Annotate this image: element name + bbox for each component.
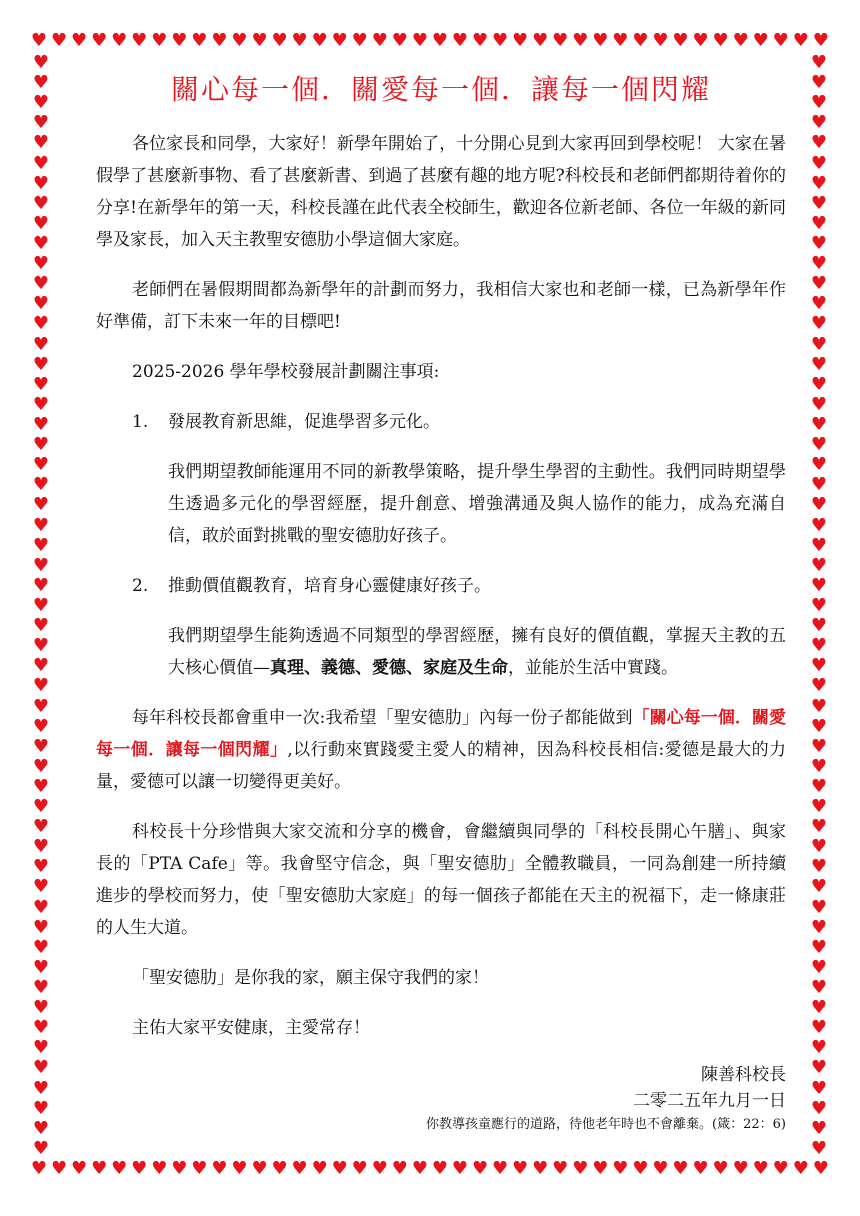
heart-icon: ♥ [810, 393, 828, 415]
heart-icon: ♥ [32, 1017, 50, 1039]
body-text: ，並能於生活中實踐。 [508, 658, 678, 678]
heart-icon: ♥ [32, 494, 50, 516]
paragraph-preparation: 老師們在暑假期間都為新學年的計劃而努力，我相信大家也和老師一樣，已為新學年作好準備，訂下未來一年的目標吧! [96, 280, 786, 332]
heart-icon: ♥ [191, 30, 208, 51]
heart-icon: ♥ [810, 253, 828, 275]
heart-icon: ♥ [131, 30, 148, 51]
heart-icon: ♥ [810, 1017, 828, 1039]
heart-icon: ♥ [810, 373, 828, 395]
heart-icon: ♥ [32, 655, 50, 677]
heart-icon: ♥ [812, 30, 829, 51]
heart-icon: ♥ [451, 30, 469, 51]
heart-icon: ♥ [810, 695, 828, 717]
heart-icon: ♥ [810, 54, 828, 73]
heart-icon: ♥ [471, 30, 489, 51]
heart-icon: ♥ [32, 735, 50, 757]
heart-icon: ♥ [810, 273, 828, 295]
heart-icon: ♥ [391, 1158, 408, 1179]
heart-icon: ♥ [632, 1158, 649, 1179]
heart-icon: ♥ [351, 1158, 368, 1179]
heart-icon: ♥ [171, 30, 188, 51]
heart-icon: ♥ [32, 454, 50, 476]
heart-icon: ♥ [32, 514, 50, 536]
heart-icon: ♥ [32, 554, 50, 576]
heart-icon: ♥ [32, 796, 50, 818]
heart-icon: ♥ [32, 373, 50, 395]
heart-icon: ♥ [391, 30, 408, 51]
heart-border-top [30, 30, 830, 52]
heart-icon: ♥ [692, 1158, 709, 1179]
heart-icon: ♥ [810, 1137, 828, 1158]
heart-icon: ♥ [810, 232, 828, 254]
heart-icon: ♥ [32, 534, 50, 556]
heart-icon: ♥ [810, 755, 828, 777]
heart-icon: ♥ [32, 775, 50, 797]
heart-icon: ♥ [810, 655, 828, 677]
heart-icon: ♥ [810, 1097, 828, 1119]
heart-icon: ♥ [592, 30, 609, 51]
heart-icon: ♥ [32, 232, 50, 254]
heart-icon: ♥ [792, 1158, 809, 1179]
heart-icon: ♥ [810, 413, 828, 435]
heart-icon: ♥ [810, 454, 828, 476]
body-text: 我們期望學生能夠透過不同類型的學習經歷，擁有良好的價值觀，掌握天主教的五大核心價值— [168, 626, 786, 678]
heart-icon: ♥ [810, 434, 828, 456]
heart-icon: ♥ [792, 30, 809, 51]
heart-icon: ♥ [32, 594, 50, 616]
heart-icon: ♥ [810, 534, 828, 556]
list-item-2-body [96, 620, 786, 684]
heart-icon: ♥ [291, 30, 308, 51]
heart-icon: ♥ [32, 1037, 50, 1059]
heart-icon: ♥ [151, 30, 168, 51]
heart-icon: ♥ [32, 997, 50, 1019]
heart-icon: ♥ [32, 313, 50, 335]
heart-icon: ♥ [32, 574, 50, 596]
heart-icon: ♥ [612, 30, 629, 51]
heart-icon: ♥ [32, 112, 50, 134]
heart-icon: ♥ [411, 30, 428, 51]
heart-icon: ♥ [810, 615, 828, 637]
heart-icon: ♥ [32, 916, 50, 938]
date: 二零二五年九月一日 [633, 1091, 786, 1111]
heart-icon: ♥ [810, 554, 828, 576]
heart-icon: ♥ [810, 916, 828, 938]
paragraph-sharing: 科校長十分珍惜與大家交流和分享的機會，會繼續與同學的「科校長開心午膳」、與家長的「PTA Cafe」等。我會堅守信念，與「聖安德肋」全體教職員，一同為創建一所持續進步的學校而努力，使「聖安德肋大家庭」的每一個孩子都能在天主的祝福下，走一條康莊的人生大道。 [96, 822, 786, 938]
heart-icon: ♥ [32, 132, 50, 154]
body-text: 每年科校長都會重申一次:我希望「聖安德肋」內每一份子都能做到 [132, 708, 633, 728]
heart-icon: ♥ [171, 1158, 188, 1179]
heart-icon: ♥ [810, 836, 828, 858]
list-item-title: 推動價值觀教育，培育身心靈健康好孩子。 [168, 576, 491, 596]
heart-icon: ♥ [32, 635, 50, 657]
heart-icon: ♥ [810, 775, 828, 797]
heart-icon: ♥ [652, 30, 669, 51]
heart-icon: ♥ [351, 30, 368, 51]
heart-icon: ♥ [810, 212, 828, 234]
heart-icon: ♥ [91, 1158, 108, 1179]
heart-icon: ♥ [50, 1158, 68, 1179]
letter-body [96, 62, 786, 1136]
heart-icon: ♥ [810, 956, 828, 978]
heart-icon: ♥ [231, 30, 248, 51]
heart-icon: ♥ [512, 30, 529, 51]
heart-icon: ♥ [810, 977, 828, 999]
heart-icon: ♥ [492, 30, 509, 51]
heart-icon: ♥ [131, 1158, 148, 1179]
heart-icon: ♥ [810, 1037, 828, 1059]
heart-icon: ♥ [32, 675, 50, 697]
core-values: 真理、義德、愛德、家庭及生命 [270, 658, 508, 678]
heart-icon: ♥ [471, 1158, 489, 1179]
paragraph-motto [96, 702, 786, 798]
heart-icon: ♥ [532, 30, 549, 51]
heart-icon: ♥ [451, 1158, 469, 1179]
heart-icon: ♥ [30, 1158, 48, 1179]
heart-icon: ♥ [32, 434, 50, 456]
heart-icon: ♥ [32, 72, 50, 94]
heart-icon: ♥ [32, 977, 50, 999]
heart-icon: ♥ [111, 30, 128, 51]
heart-icon: ♥ [772, 1158, 789, 1179]
heart-icon: ♥ [810, 735, 828, 757]
signature: 陳善科校長 [701, 1065, 786, 1085]
heart-icon: ♥ [431, 1158, 448, 1179]
heart-icon: ♥ [411, 1158, 428, 1179]
heart-icon: ♥ [32, 876, 50, 898]
list-number: 2. [132, 576, 149, 596]
heart-icon: ♥ [30, 30, 48, 51]
heart-icon: ♥ [32, 1097, 50, 1119]
heart-icon: ♥ [572, 30, 589, 51]
heart-icon: ♥ [810, 1117, 828, 1139]
heart-icon: ♥ [810, 876, 828, 898]
heart-icon: ♥ [32, 92, 50, 114]
heart-icon: ♥ [32, 715, 50, 737]
heart-icon: ♥ [810, 92, 828, 114]
heart-icon: ♥ [532, 1158, 549, 1179]
heart-icon: ♥ [311, 30, 328, 51]
list-item-1-body: 我們期望教師能運用不同的新教學策略，提升學生學習的主動性。我們同時期望學生透過多元化的學習經歷，提升創意、增強溝通及與人協作的能力，成為充滿自信，敢於面對挑戰的聖安德肋好孩子。 [168, 462, 786, 546]
heart-icon: ♥ [32, 1057, 50, 1079]
heart-icon: ♥ [211, 1158, 228, 1179]
heart-icon: ♥ [32, 192, 50, 214]
heart-icon: ♥ [32, 896, 50, 918]
heart-icon: ♥ [251, 30, 268, 51]
body-text: ,以行動來實踐愛主愛人的精神，因為科校長相信:愛德是最大的力量，愛德可以讓一切變得更美好。 [96, 740, 787, 792]
heart-icon: ♥ [672, 1158, 689, 1179]
heart-icon: ♥ [772, 30, 789, 51]
motto-highlight: 「關心每一個．關愛每一個．讓每一個閃耀」 [96, 708, 786, 760]
heart-icon: ♥ [32, 816, 50, 838]
heart-icon: ♥ [810, 675, 828, 697]
heart-border-right [808, 54, 830, 1158]
heart-icon: ♥ [331, 1158, 348, 1179]
heart-icon: ♥ [91, 30, 108, 51]
heart-icon: ♥ [32, 1077, 50, 1099]
heart-icon: ♥ [32, 836, 50, 858]
heart-icon: ♥ [71, 30, 88, 51]
heart-icon: ♥ [810, 132, 828, 154]
heart-icon: ♥ [32, 353, 50, 375]
heart-icon: ♥ [32, 474, 50, 496]
heart-icon: ♥ [151, 1158, 168, 1179]
heart-icon: ♥ [32, 956, 50, 978]
heart-icon: ♥ [810, 1077, 828, 1099]
heart-icon: ♥ [810, 936, 828, 958]
heart-border-left [30, 54, 52, 1158]
heart-icon: ♥ [431, 30, 448, 51]
heart-icon: ♥ [732, 30, 749, 51]
heart-icon: ♥ [371, 30, 388, 51]
heart-icon: ♥ [552, 1158, 569, 1179]
heart-icon: ♥ [32, 856, 50, 878]
heart-icon: ♥ [692, 30, 709, 51]
heart-icon: ♥ [32, 615, 50, 637]
heart-icon: ♥ [810, 574, 828, 596]
heart-icon: ♥ [512, 1158, 529, 1179]
heart-icon: ♥ [810, 856, 828, 878]
heart-icon: ♥ [271, 1158, 288, 1179]
heart-icon: ♥ [32, 1117, 50, 1139]
heart-icon: ♥ [810, 112, 828, 134]
heart-icon: ♥ [810, 72, 828, 94]
heart-icon: ♥ [810, 997, 828, 1019]
heart-icon: ♥ [211, 30, 228, 51]
heart-icon: ♥ [712, 30, 729, 51]
heart-icon: ♥ [32, 172, 50, 194]
paragraph-blessing: 主佑大家平安健康，主愛常存！ [132, 1018, 370, 1038]
heart-icon: ♥ [32, 273, 50, 295]
heart-icon: ♥ [32, 54, 50, 73]
heart-icon: ♥ [492, 1158, 509, 1179]
list-item-1 [96, 406, 786, 438]
heart-icon: ♥ [810, 1057, 828, 1079]
list-number: 1. [132, 412, 149, 432]
heart-icon: ♥ [592, 1158, 609, 1179]
heart-icon: ♥ [71, 1158, 88, 1179]
heart-icon: ♥ [810, 474, 828, 496]
heart-icon: ♥ [810, 172, 828, 194]
heart-icon: ♥ [810, 192, 828, 214]
heart-icon: ♥ [32, 1137, 50, 1158]
heart-icon: ♥ [291, 1158, 308, 1179]
heart-icon: ♥ [810, 333, 828, 355]
heart-icon: ♥ [50, 30, 68, 51]
page-title: 關心每一個．關愛每一個．讓每一個閃耀 [170, 73, 711, 106]
heart-icon: ♥ [812, 1158, 829, 1179]
heart-icon: ♥ [251, 1158, 268, 1179]
heart-icon: ♥ [712, 1158, 729, 1179]
bible-verse: 你教導孩童應行的道路，待他老年時也不會離棄。(箴：22：6) [426, 1117, 786, 1132]
heart-icon: ♥ [632, 30, 649, 51]
heart-icon: ♥ [810, 816, 828, 838]
heart-icon: ♥ [32, 333, 50, 355]
heart-icon: ♥ [672, 30, 689, 51]
heart-icon: ♥ [111, 1158, 128, 1179]
heart-icon: ♥ [32, 755, 50, 777]
list-item-title: 發展教育新思維，促進學習多元化。 [168, 412, 440, 432]
plan-heading: 2025-2026 學年學校發展計劃關注事項: [132, 362, 440, 382]
heart-icon: ♥ [612, 1158, 629, 1179]
heart-icon: ♥ [810, 715, 828, 737]
heart-icon: ♥ [752, 1158, 769, 1179]
heart-icon: ♥ [32, 695, 50, 717]
heart-icon: ♥ [810, 594, 828, 616]
heart-icon: ♥ [810, 494, 828, 516]
heart-icon: ♥ [32, 413, 50, 435]
heart-icon: ♥ [810, 514, 828, 536]
heart-icon: ♥ [311, 1158, 328, 1179]
heart-icon: ♥ [32, 152, 50, 174]
heart-icon: ♥ [32, 393, 50, 415]
heart-icon: ♥ [331, 30, 348, 51]
heart-icon: ♥ [810, 796, 828, 818]
heart-icon: ♥ [752, 30, 769, 51]
heart-icon: ♥ [652, 1158, 669, 1179]
heart-icon: ♥ [552, 30, 569, 51]
heart-icon: ♥ [810, 293, 828, 315]
paragraph-home: 「聖安德肋」是你我的家，願主保守我們的家！ [132, 968, 489, 988]
heart-icon: ♥ [32, 936, 50, 958]
heart-icon: ♥ [572, 1158, 589, 1179]
heart-icon: ♥ [810, 896, 828, 918]
heart-icon: ♥ [732, 1158, 749, 1179]
heart-icon: ♥ [32, 212, 50, 234]
heart-icon: ♥ [810, 152, 828, 174]
heart-icon: ♥ [32, 253, 50, 275]
heart-icon: ♥ [231, 1158, 248, 1179]
heart-icon: ♥ [810, 353, 828, 375]
heart-icon: ♥ [191, 1158, 208, 1179]
heart-border-bottom [30, 1158, 830, 1180]
heart-icon: ♥ [271, 30, 288, 51]
heart-icon: ♥ [810, 635, 828, 657]
heart-icon: ♥ [371, 1158, 388, 1179]
heart-icon: ♥ [810, 313, 828, 335]
paragraph-greeting: 各位家長和同學，大家好！新學年開始了，十分開心見到大家再回到學校呢！ 大家在暑假學了甚麼新事物、看了甚麼新書、到過了甚麼有趣的地方呢?科校長和老師們都期待着你的分享!在新學年的第一天，科校長謹在此代表全校師生，歡迎各位新老師、各位一年級的新同學及家長，加入天主教聖安德肋小學這個大家庭。 [96, 134, 786, 250]
list-item-2 [96, 570, 786, 602]
heart-icon: ♥ [32, 293, 50, 315]
